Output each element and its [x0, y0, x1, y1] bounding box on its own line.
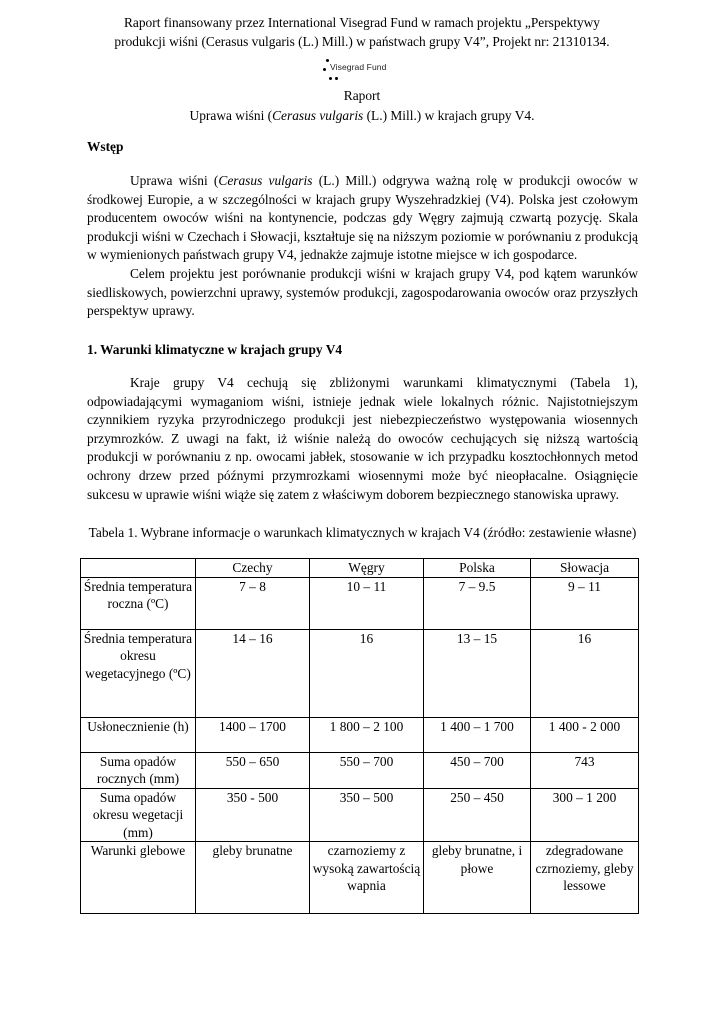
table-cell: gleby brunatne, i płowe	[424, 842, 531, 914]
climate-table	[80, 558, 639, 914]
table-cell: 450 – 700	[424, 752, 531, 788]
subtitle-text: Uprawa wiśni (	[189, 107, 273, 123]
table-cell: 1 400 - 2 000	[531, 717, 639, 752]
table-cell: 7 – 9.5	[424, 577, 531, 629]
table-cell: 1 400 – 1 700	[424, 717, 531, 752]
table-cell: 9 – 11	[531, 577, 639, 629]
table-row	[81, 629, 639, 717]
table-1-caption: Tabela 1. Wybrane informacje o warunkach klimatycznych w krajach V4 (źródło: zestawienie własne)	[88, 525, 637, 540]
table-cell: 1 800 – 2 100	[310, 717, 424, 752]
table-cell: 14 – 16	[196, 629, 310, 717]
subtitle-text: (L.) Mill.) w krajach grupy V4.	[363, 107, 535, 123]
logo-dot	[326, 59, 329, 62]
table-cell: zdegradowane czrnoziemy, gleby lessowe	[531, 842, 639, 914]
visegrad-fund-logo	[318, 57, 408, 83]
funding-header	[60, 14, 664, 51]
table-header-row	[81, 559, 639, 578]
section-1-heading: 1. Warunki klimatyczne w krajach grupy V4	[87, 342, 343, 357]
row-label-cell: Średnia temperatura roczna (ºC)	[81, 577, 196, 629]
paragraph-text: (L.) Mill.) odgrywa ważną rolę w produkcji owoców w środkowej Europie, a w szczególności w krajach grupy Wyszehradzkiej (V4). Polska jest czołowym producentem owoców wiśni na kontynencie, podczas gdy Węgry zajmują czwartą pozycję. Skala produkcji wiśni w Czechach i Słowacji, kształtuje się na niższym poziomie w porównaniu z produkcją w wymienionych państwach grupy V4, jednakże zajmuje istotne miejsce w ich gospodarce.	[87, 173, 639, 263]
table-cell: 7 – 8	[196, 577, 310, 629]
row-label-cell: Suma opadów rocznych (mm)	[81, 752, 196, 788]
paragraph-text: Uprawa wiśni (	[130, 173, 219, 188]
table-cell: 250 – 450	[424, 788, 531, 842]
row-label-cell: Średnia temperatura okresu wegetacyjnego (ºC)	[81, 629, 196, 717]
table-row	[81, 752, 639, 788]
table-cell: 300 – 1 200	[531, 788, 639, 842]
table-cell: 16	[310, 629, 424, 717]
table-cell: 350 – 500	[310, 788, 424, 842]
table-cell: 16	[531, 629, 639, 717]
section-1-body	[87, 374, 638, 504]
table-header-cell: Słowacja	[531, 559, 639, 578]
intro-paragraph-2: Celem projektu jest porównanie produkcji wiśni w krajach grupy V4, pod kątem warunków siedliskowych, powierzchni uprawy, systemów produkcji, zagospodarowania owoców oraz przyszłych perspektyw uprawy.	[87, 265, 638, 319]
intro-section	[87, 172, 638, 321]
section-1-paragraph: Kraje grupy V4 cechują się zbliżonymi warunkami klimatycznymi (Tabela 1), odpowiadającymi wymaganiom wiśni, istnieje jednak wiele lokalnych różnic. Najistotniejszym czynnikiem ryzyka przyrodniczego produkcji jest niebezpieczeństwo występowania wiosennych przymrozków. Z uwagi na fakt, iż wiśnie należą do owoców cechujących się niższą wartością produkcji w porównaniu z np. owocami jabłek, stosowanie w ich przypadku kosztochłonnych metod ochrony drzew przed późnymi przymrozkami wiosennymi może być nieopłacalne. Osiągnięcie sukcesu w uprawie wiśni wiąże się zatem z właściwym doborem bezpiecznego stanowiska uprawy.	[87, 375, 638, 502]
logo-text: Visegrad Fund	[330, 62, 387, 72]
table-cell: czarnoziemy z wysoką zawartością wapnia	[310, 842, 424, 914]
row-label-cell: Warunki glebowe	[81, 842, 196, 914]
subtitle-species-name: Cerasus vulgaris	[272, 107, 364, 123]
logo-dot	[329, 77, 332, 80]
table-cell: gleby brunatne	[196, 842, 310, 914]
table-row	[81, 577, 639, 629]
table-header-cell: Węgry	[310, 559, 424, 578]
logo-dot	[335, 77, 338, 80]
table-cell: 1400 – 1700	[196, 717, 310, 752]
table-cell: 550 – 650	[196, 752, 310, 788]
table-row	[81, 717, 639, 752]
table-row	[81, 842, 639, 914]
intro-paragraph-1	[87, 172, 638, 265]
report-title-block	[60, 86, 664, 125]
table-cell: 10 – 11	[310, 577, 424, 629]
table-header-cell: Polska	[424, 559, 531, 578]
funding-header-line-2: produkcji wiśni (Cerasus vulgaris (L.) Mill.) w państwach grupy V4”, Projekt nr: 21310134.	[114, 33, 610, 49]
logo-dot	[323, 68, 326, 71]
table-row	[81, 788, 639, 842]
table-cell: 743	[531, 752, 639, 788]
intro-heading: Wstęp	[87, 139, 124, 154]
funding-header-line-1: Raport finansowany przez International Visegrad Fund w ramach projektu „Perspektywy	[123, 15, 601, 30]
table-cell: 550 – 700	[310, 752, 424, 788]
row-label-cell: Suma opadów okresu wegetacji (mm)	[81, 788, 196, 842]
report-label: Raport	[343, 88, 381, 103]
species-name: Cerasus vulgaris	[218, 173, 313, 188]
row-label-cell: Usłonecznienie (h)	[81, 717, 196, 752]
table-cell: 13 – 15	[424, 629, 531, 717]
table-header-cell	[81, 559, 196, 578]
report-subtitle	[60, 106, 664, 126]
table-header-cell: Czechy	[196, 559, 310, 578]
table-cell: 350 - 500	[196, 788, 310, 842]
